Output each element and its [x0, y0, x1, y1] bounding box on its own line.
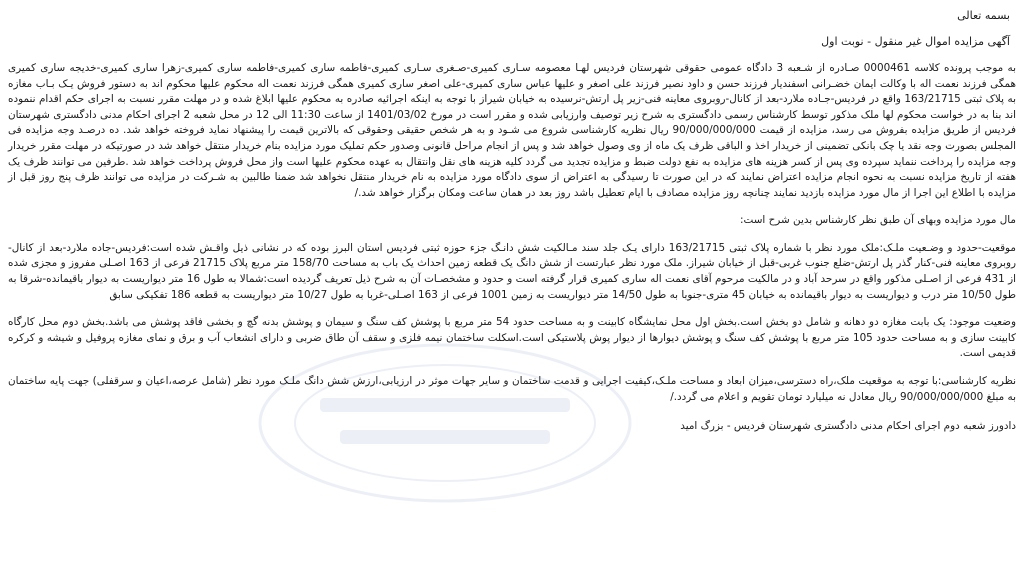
property-location-paragraph: موقعیت-حدود و وضـعیت ملـک:ملک مورد نظر با شماره پلاک ثبتی 163/21715 دارای یـک جلد سند مـالکیت شش دانـگ جزء حوزه ثبتی فردیس استان البرز بوده که در نشانی ذیل واقـش شده است:فردیس-جاده ملارد-بعد از کانال-روبروی معاینه فنی-کنار گذر پل ارتش-ضلع جنوب غربی-قبل از خیابان شیراز. ملک مورد نظر عبارتست از شش دانگ یک قطعه زمین احداث یک باب به مساحت 158/70 متر مربع پلاک 21715 فرعی از 163 اصـلی مفروز و مجزی شده از 431 فرعی از اصـلی مذکور واقع در سرحد آباد و در مالکیت مرحوم آقای نعمت اله ساری کمیری قرار گرفته است و حدود و مشخصـات آن به شرح ذیل تعریف گردیده است:شمالا به طول 16 متر دیواریست به دیوار باقیمانده-شرقا به طول 10/50 متر درب و دیواریست به دیوار باقیمانده به خیابان 45 متری-جنوبا به طول 14/50 متر دیواریست به زمین 1001 فرعی از 163 اصـلی-غربا به طول 10/27 متر دیواریست به قطعه 186 تفکیکی سابق	[8, 241, 1016, 301]
property-condition-paragraph: وضعیت موجود: یک بابت مغازه دو دهانه و شامل دو بخش است.بخش اول محل نمایشگاه کابینت و به مساحت حدود 54 متر مربع با پوشش کف سنگ و سیمان و پوشش بدنه گچ و بخشی فاقد پوشش می باشد.بخش دوم محل کارگاه کابینت سازی و به مساحت حدود 105 متر مربع با پوشش کف سنگ و پوشش دیوارها از دیوار پوش پلاستیکی است.اسکلت ساختمان نیمه فلزی و سقف آن طاق ضربی و دارای انشعاب آب و برق و نمای مغازه پروفیل و شیشه و کرکره قدیمی است.	[8, 316, 1016, 360]
expert-opinion-paragraph: نظریه کارشناسی:با توجه به موقعیت ملک،راه دسترسی،میزان ابعاد و مساحت ملـک،کیفیت اجرایی و قدمت ساختمان و سایر جهات موثر در ارزیابی،ارزش شش دانگ ملـک مورد نظر (شامل عرصه،اعیان و سرقفلی) جهت پایه ساختمان به مبلغ 90/000/000/000 ریال معادل نه میلیارد تومان تقویم و اعلام می گردد./	[8, 375, 1016, 403]
signature-footer: دادورز شعبه دوم اجرای احکام مدنی دادگستری شهرستان فردیس - بزرگ امید	[680, 420, 1016, 433]
notice-title: آگهی مزایده اموال غیر منقول - نوبت اول	[821, 34, 1010, 48]
basmala-heading: بسمه تعالی	[957, 9, 1010, 22]
auction-paragraph-intro: به موجب پرونده کلاسه 0000461 صـادره از شـعبه 3 دادگاه عمومی حقوقی شهرستان فردیس لهـا معصومه سـاری کمیری-صـغری سـاری کمیری-فاطمه ساری کمیری-فاطمه ساری کمیری-زهرا ساری کمیری-خدیجه ساری کمیری همگی فرزند نعمت اله با وکالت ایمان خضـرانی اسفندیار فرزند حسن و داود نصیر فرزند علی اصغر و علیها عباس ساری کمیری-علی اصغر ساری کمیری همگی فرزند نعمت اله محکوم علیها محکوم اند به دستور فروش یـک بـاب مغازه به پلاک ثبتی 163/21715 واقع در فردیس-جـاده ملارد-بعد از کانال-روبروی معاینه فنی-زیر پل ارتش-نرسیده به خیابان شیراز با توجه به اینکه اجرائیه صادره به محکوم علیها ابلاغ شده و در مهلت مقرر نسبت به اجرای حکم اقدام ننموده اند بنا به در خواست محکوم لها ملک مذکور توسط کارشناس رسمی دادگستری به شرح زیر توصیف وارزیابی شده و مقرر است در مورخ 1401/03/02 از ساعت 11:30 الی 12 در محل شعبه 2 اجرای احکام مدنی دادگستری شهرستان فردیس از طریق مزایده بفروش می رسد، مزایده از قیمت 90/000/000/000 ریال نظریه کارشناسی شروع می شـود و به هر شخص حقیقی وحقوقی که بالاترین قیمت را پیشنهاد نماید فروخته خواهد شد. ده درصـد وجه مزایده فی المجلس بصورت وجه نقد یا چک بانکی تضمینی از خریدار اخذ و الباقی ظرف یک ماه از وی وصول خواهد شد و پس از انجام مراحل قانونی وصدور حکم تملیک مورد مزایده بنام خریدار منتقل خواهد شد در صورتیکه در مهلت مقرر خریدار وجه مزایده را پرداخت ننماید سپرده وی پس از کسر هزینه های مزایده به نفع دولت ضبط و مزایده تجدید می گردد کلیه هزینه های نقل وانتقال به عهده محکوم علیها است واز محل فروش پرداخت خواهد شد .طرفین می توانند ظرف یک هفته از تاریخ مزایده نسبت به نحوه انجام مزایده اعتراض نمایند که در این صورت تا رسیدگی به اعتراض از سوی دادگاه مورد مزایده به نام خریدار منتقل نخواهد شد ضمنا طالبین به شـرکت در مزایده می توانند ظرف پنج روز قبل از مزایده با اطلاع این اجرا از مال مورد مزایده بازدید نمایند چنانچه روز مزایده مصادف با ایام تعطیل باشد روز بعد در همان ساعت ومکان برگزار خواهد شد./	[8, 62, 1016, 199]
property-section-heading: مال مورد مزایده وبهای آن طبق نظر کارشناس بدین شرح است:	[739, 214, 1016, 227]
